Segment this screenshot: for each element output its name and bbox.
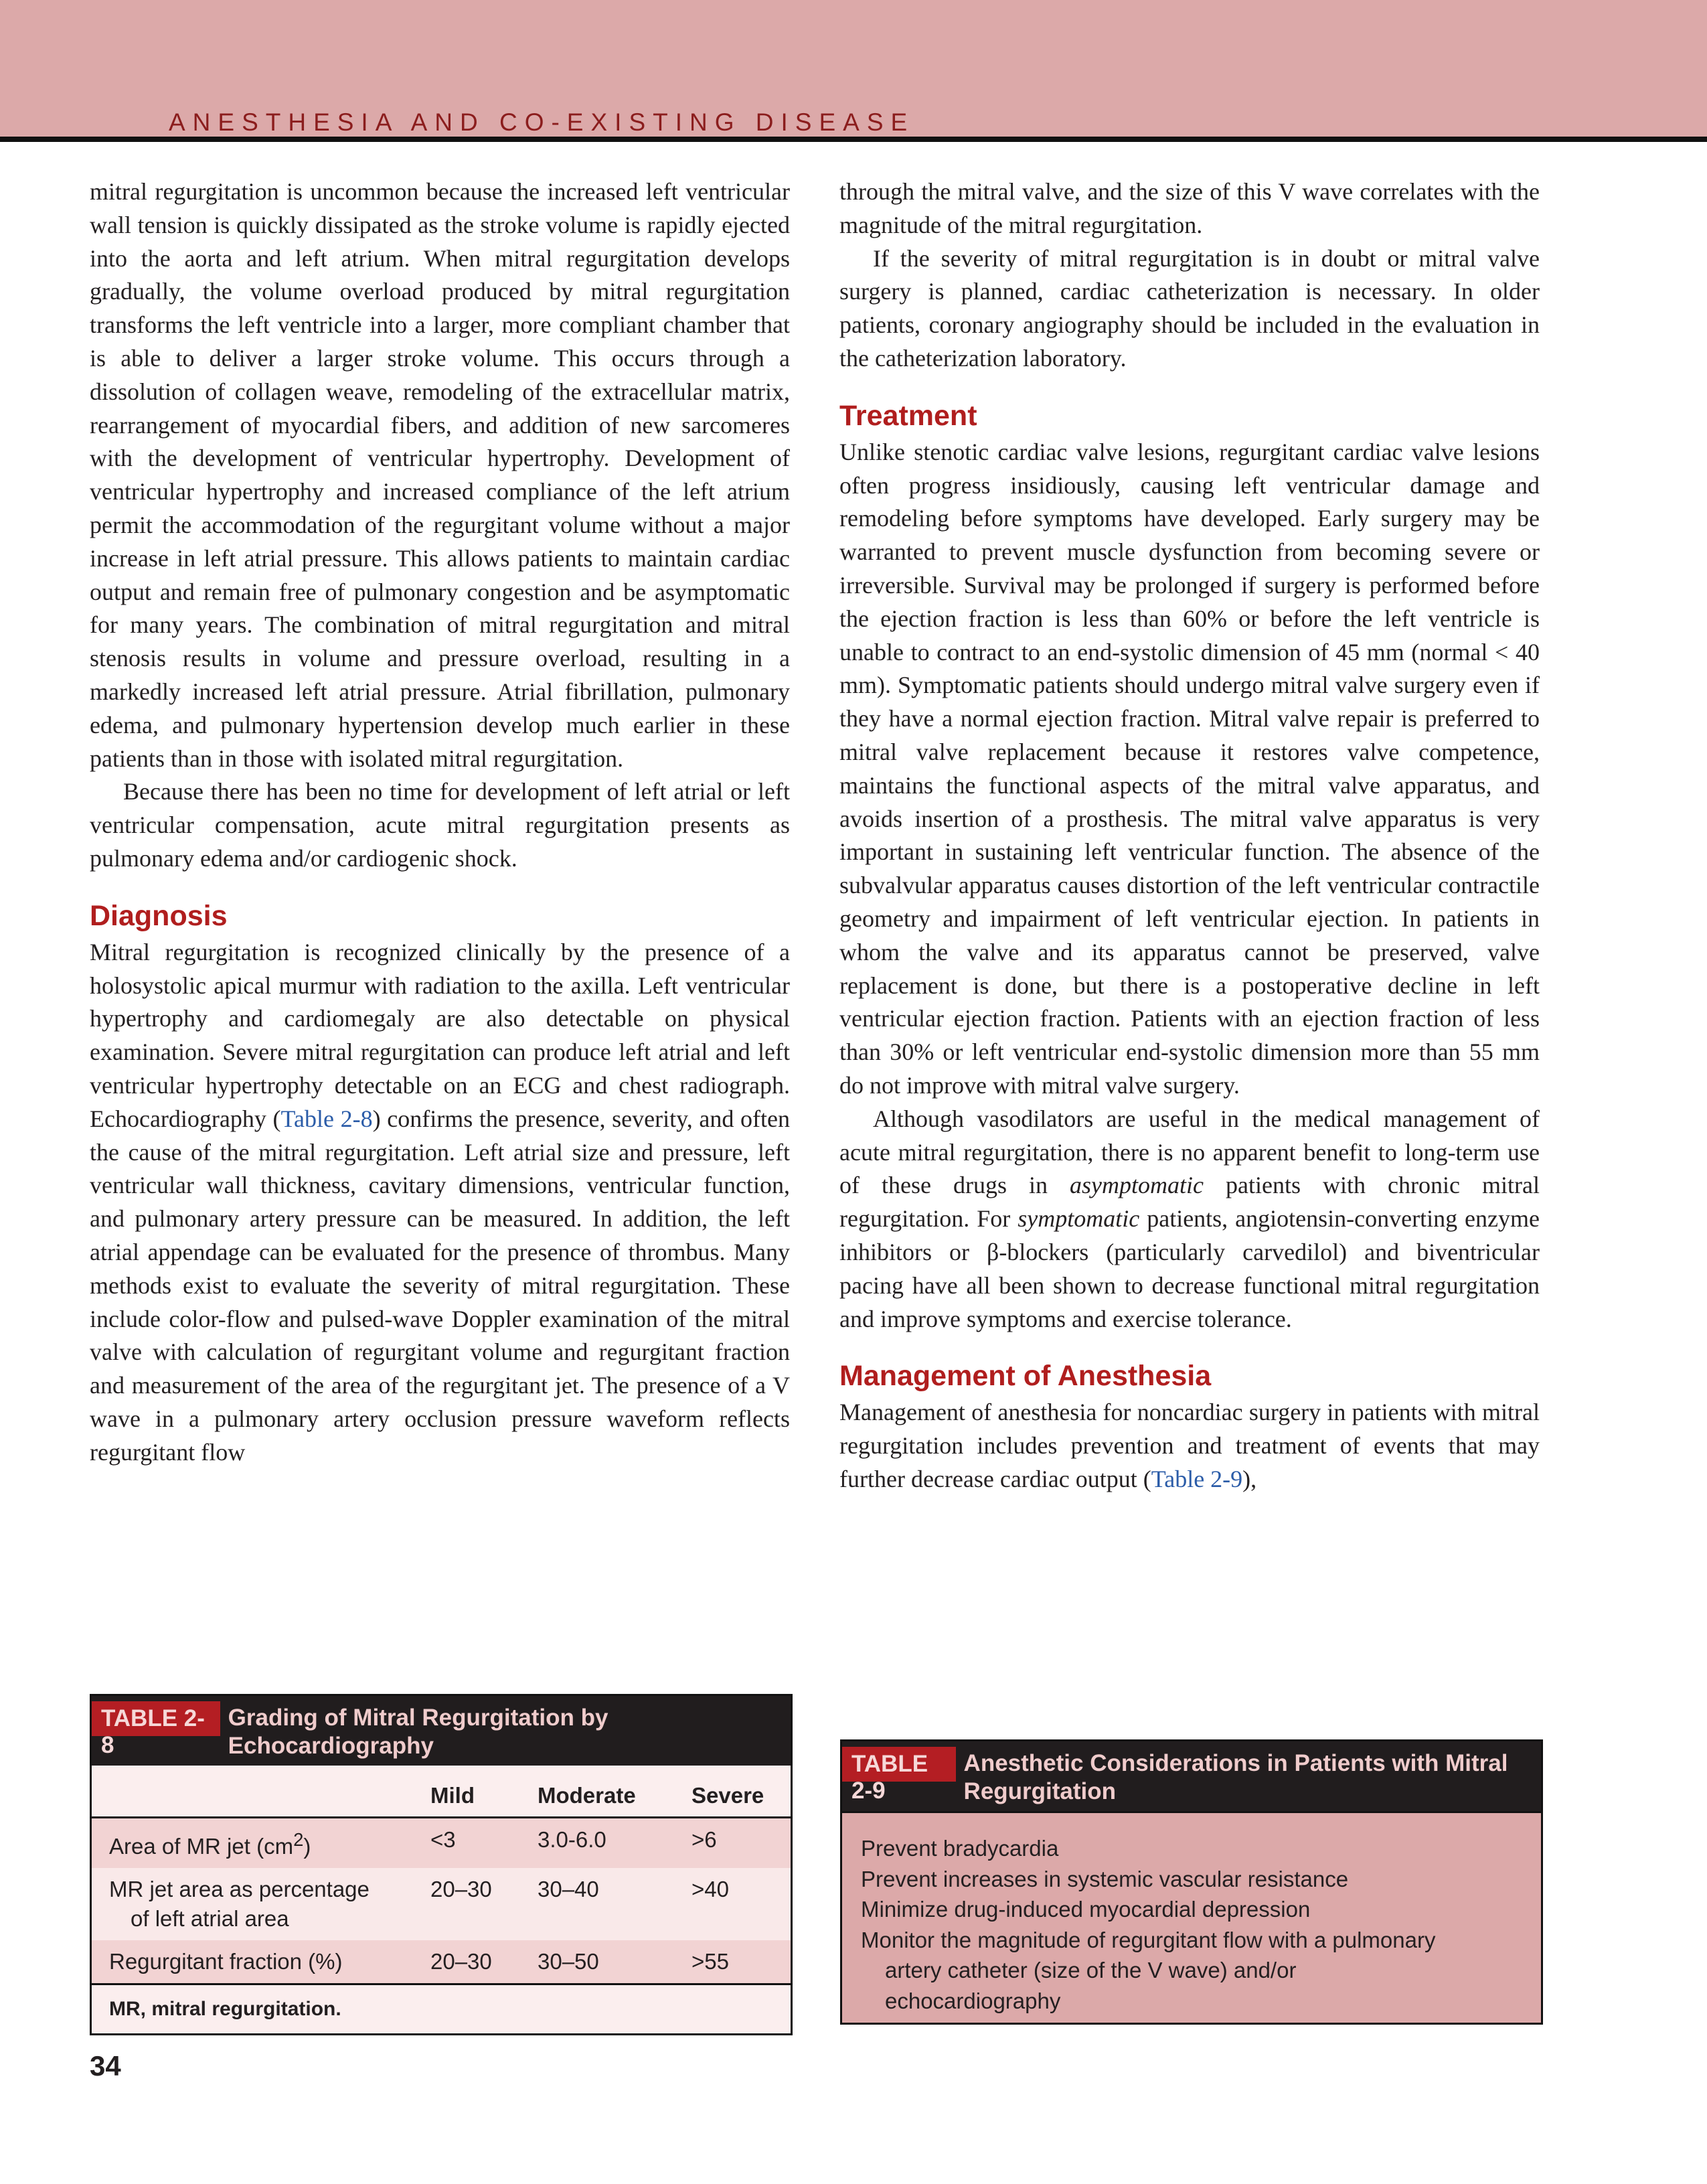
table-title: Grading of Mitral Regurgitation by Echocardiography (228, 1705, 608, 1759)
list-item: echocardiography (885, 1988, 1061, 2013)
column-header-row (92, 1766, 791, 1818)
row-label: MR jet area as percentage of left atrial area (92, 1868, 430, 1940)
row-label: Area of MR jet $(cm^2)$ (109, 1829, 311, 1859)
running-title: ANESTHESIA AND CO-EXISTING DISEASE (169, 108, 915, 136)
anesthesia-heading: Management of Anesthesia (839, 1360, 1212, 1393)
cell: 3.0-6.0 (538, 1827, 606, 1852)
cell: 30–50 (538, 1949, 599, 1974)
cell: 20–30 (430, 1949, 492, 1974)
paragraph: Because there has been no time for development of left atrial or left ventricular compensation, acute mitral regurgitation presents as pulmonary edema and/or cardiogenic shock. (90, 778, 790, 872)
paragraph: through the mitral valve, and the size of this V wave correlates with the magnitude of the mitral regurgitation. (839, 178, 1540, 238)
list-item: artery catheter (size of the V wave) and/or (885, 1958, 1297, 1982)
cell: 20–30 (430, 1868, 538, 1940)
column-header: Severe (692, 1766, 791, 1818)
table-row (92, 1818, 791, 1869)
paragraph: Unlike stenotic cardiac valve lesions, regurgitant cardiac valve lesions often progress insidiously, causing left ventricular damage and remodeling before symptoms have developed. Early surgery may be warranted to prevent muscle dysfunction from becoming severe or irreversible. Survival may be prolonged if surgery is performed before the ejection fraction is less than 60% or before the left ventricle is unable to contract to an end-systolic dimension of 45 mm (normal < 40 mm). Symptomatic patients should undergo mitral valve surgery even if they have a normal ejection fraction. Mitral valve repair is preferred to mitral valve replacement because it restores valve competence, maintains the functional aspects of the mitral valve apparatus, and avoids insertion of a prosthesis. The mitral valve apparatus is very important in sustaining left ventricular function. The absence of the subvalvular apparatus causes distortion of the left ventricular contractile geometry and impairment of left ventricular ejection. In patients in whom the valve and its apparatus cannot be preserved, valve replacement is done, but there is a postoperative decline in left ventricular ejection fraction. Patients with an ejection fraction of less than 30% or left ventricular end-systolic dimension more than 55 mm do not improve with mitral valve surgery. (839, 438, 1540, 1099)
grading-table (92, 1766, 791, 2033)
paragraph: mitral regurgitation is uncommon because the increased left ventricular wall tension is quickly dissipated as the stroke volume is rapidly ejected into the aorta and left atrium. When mitral regurgitation develops gradually, the volume overload produced by mitral regurgitation transforms the left ventricle into a larger, more compliant chamber that is able to deliver a larger stroke volume. This occurs through a dissolution of collagen weave, remodeling of the extracellular matrix, rearrangement of myocardial fibers, and addition of new sarcomeres with the development of ventricular hypertrophy. Development of ventricular hypertrophy and increased compliance of the left atrium permit the accommodation of the regurgitant volume without a major increase in left atrial pressure. This allows patients to maintain cardiac output and remain free of pulmonary congestion and be asymptomatic for many years. The combination of mitral regurgitation and mitral stenosis results in volume and pressure overload, resulting in a markedly increased left atrial pressure. Atrial fibrillation, pulmonary edema, and pulmonary hypertension develop much earlier in these patients than in those with isolated mitral regurgitation. (90, 178, 790, 772)
diagnosis-heading: Diagnosis (90, 899, 228, 932)
table-2-9-link[interactable]: Table 2-9 (1151, 1465, 1243, 1492)
list-item: Prevent increases in systemic vascular resistance (861, 1866, 1349, 1891)
left-column (90, 175, 790, 1469)
paragraph: Management of anesthesia for noncardiac surgery in patients with mitral regurgitation includes prevention and treatment of events that may further decrease cardiac output (Table 2-9), (839, 1399, 1540, 1492)
page-number: 34 (90, 2050, 121, 2082)
paragraph: Although vasodilators are useful in the medical management of acute mitral regurgitation, there is no apparent benefit to long-term use of these drugs in asymptomatic patients with chronic mitral regurgitation. For symptomatic patients, angiotensin-converting enzyme inhibitors or β-blockers (particularly carvedilol) and biventricular pacing have all been shown to decrease functional mitral regurgitation and improve symptoms and exercise tolerance. (839, 1105, 1540, 1332)
list-item: Monitor the magnitude of regurgitant flow with a pulmonary (861, 1927, 1436, 1952)
table-header (842, 1741, 1541, 1811)
table-2-9 (840, 1739, 1543, 2025)
cell: >55 (692, 1949, 729, 1974)
table-title: Anesthetic Considerations in Patients with Mitral Regurgitation (963, 1750, 1508, 1804)
table-header (92, 1696, 791, 1766)
cell: >40 (692, 1868, 791, 1940)
column-header: Mild (430, 1766, 538, 1818)
paragraph: If the severity of mitral regurgitation is in doubt or mitral valve surgery is planned, cardiac catheterization is necessary. In older patients, coronary angiography should be included in the evaluation in the catheterization laboratory. (839, 244, 1540, 372)
table-row (92, 1868, 791, 1940)
column-header: Moderate (538, 1766, 692, 1818)
cell: <3 (430, 1827, 456, 1852)
table-number: TABLE 2-9 (842, 1747, 956, 1782)
table-2-8-link[interactable]: Table 2-8 (280, 1105, 373, 1132)
cell: >6 (692, 1827, 717, 1852)
table-2-8 (90, 1694, 793, 2035)
table-number: TABLE 2-8 (92, 1701, 220, 1736)
cell: 30–40 (538, 1868, 692, 1940)
column-header (92, 1766, 430, 1818)
list-item: Prevent bradycardia (861, 1836, 1059, 1861)
treatment-heading: Treatment (839, 399, 977, 432)
considerations-list (842, 1811, 1541, 2023)
table-row (92, 1940, 791, 1984)
list-item: Minimize drug-induced myocardial depression (861, 1897, 1311, 1922)
table-footnote-row (92, 1984, 791, 2034)
right-column (839, 175, 1540, 1496)
paragraph: Mitral regurgitation is recognized clinically by the presence of a holosystolic apical murmur with radiation to the axilla. Left ventricular hypertrophy and cardiomegaly are also detectable on physical examination. Severe mitral regurgitation can produce left atrial and left ventricular hypertrophy detectable on an ECG and chest radiograph. Echocardiography (Table 2-8) confirms the presence, severity, and often the cause of the mitral regurgitation. Left atrial size and pressure, left ventricular wall thickness, cavitary dimensions, ventricular function, and pulmonary artery pressure can be measured. In addition, the left atrial appendage can be evaluated for the presence of thrombus. Many methods exist to evaluate the severity of mitral regurgitation. These include color-flow and pulsed-wave Doppler examination of the mitral valve with calculation of regurgitant volume and regurgitant fraction and measurement of the area of the regurgitant jet. The presence of a V wave in a pulmonary artery occlusion pressure waveform reflects regurgitant flow (90, 938, 790, 1466)
table-footnote: MR, mitral regurgitation. (92, 1984, 791, 2034)
row-label: Regurgitant fraction (%) (109, 1949, 343, 1974)
